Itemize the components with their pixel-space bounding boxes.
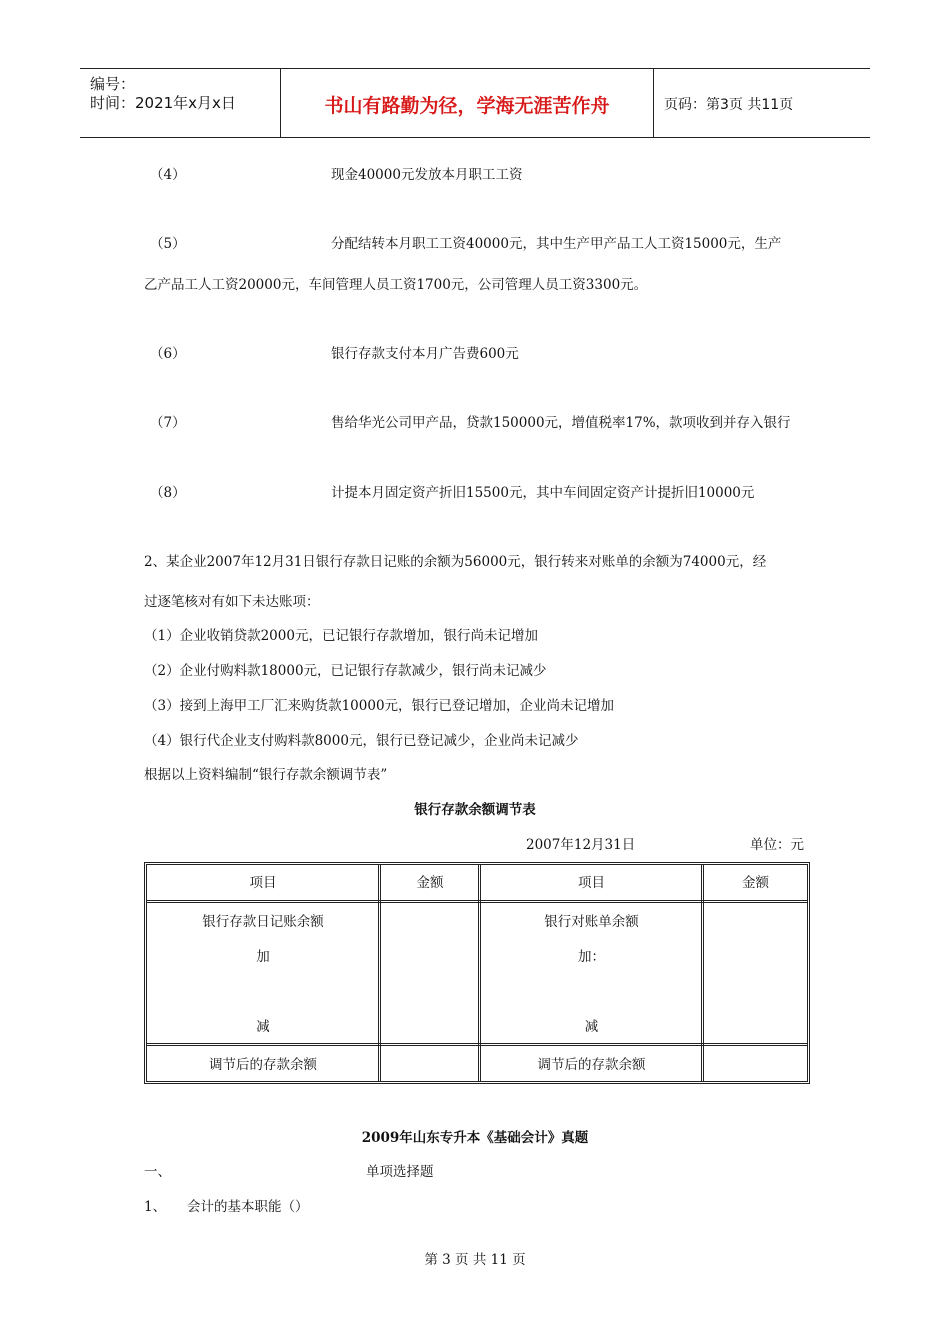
unreconciled-item: （4）银行代企业支付购料款8000元，银行已登记减少，企业尚未记减少 <box>144 733 579 749</box>
exam-title: 2009年山东专升本《基础会计》真题 <box>361 1130 589 1146</box>
table-footer-label: 调节后的存款余额 <box>209 1057 317 1073</box>
entry-text: 计提本月固定资产折旧15500元，其中车间固定资产计提折旧10000元 <box>331 485 755 501</box>
table-row-label: 加： <box>578 949 605 965</box>
question-number: 1、 <box>144 1199 167 1215</box>
table-date: 2007年12月31日 <box>526 837 636 853</box>
header-page-cell <box>654 69 870 137</box>
table-header-item: 项目 <box>578 875 605 891</box>
entry-number: （4） <box>150 167 186 183</box>
reconciliation-table <box>144 862 810 1084</box>
page-header <box>80 68 870 138</box>
table-title: 银行存款余额调节表 <box>414 802 536 818</box>
table-unit: 单位：元 <box>750 837 804 853</box>
table-header-amount: 金额 <box>742 875 769 891</box>
question-intro: 2、某企业2007年12月31日银行存款日记账的余额为56000元，银行转来对账单的余额为74000元，经 <box>144 554 767 570</box>
section-title: 单项选择题 <box>366 1164 434 1180</box>
unreconciled-item: （3）接到上海甲工厂汇来购货款10000元，银行已登记增加，企业尚未记增加 <box>144 698 615 714</box>
table-row-label: 银行对账单余额 <box>544 914 639 930</box>
entry-text-continued: 乙产品工人工资20000元，车间管理人员工资1700元，公司管理人员工资3300元。 <box>144 277 648 293</box>
table-footer-label: 调节后的存款余额 <box>537 1057 646 1073</box>
question-instruction: 根据以上资料编制“银行存款余额调节表” <box>144 767 388 783</box>
table-row-label: 减 <box>256 1019 270 1035</box>
entry-text: 银行存款支付本月广告费600元 <box>331 346 519 362</box>
entry-text: 售给华光公司甲产品，贷款150000元，增值税率17%，款项收到并存入银行 <box>331 415 791 431</box>
question-text: 会计的基本职能（） <box>187 1199 309 1215</box>
document-number-label: 编号： <box>90 75 136 93</box>
entry-number: （6） <box>150 346 186 362</box>
entry-number: （7） <box>150 415 186 431</box>
section-number: 一、 <box>144 1164 171 1180</box>
table-header-amount: 金额 <box>416 875 444 891</box>
header-meta-cell <box>80 69 281 137</box>
unreconciled-item: （2）企业付购料款18000元，已记银行存款减少，银行尚未记减少 <box>144 663 547 679</box>
entry-text: 分配结转本月职工工资40000元，其中生产甲产品工人工资15000元，生产 <box>331 236 782 252</box>
table-row-label: 减 <box>584 1019 599 1035</box>
entry-text: 现金40000元发放本月职工工资 <box>331 167 523 183</box>
motto-text: 书山有路勤为径，学海无涯苦作舟 <box>324 95 610 117</box>
question-intro-continued: 过逐笔核对有如下未达账项： <box>144 594 320 610</box>
document-date-label: 时间：2021年x月x日 <box>90 94 236 112</box>
unreconciled-item: （1）企业收销贷款2000元，已记银行存款增加，银行尚未记增加 <box>144 628 538 644</box>
table-row-label: 加 <box>256 949 270 965</box>
table-row-label: 银行存款日记账余额 <box>202 914 324 930</box>
entry-number: （8） <box>150 485 186 501</box>
header-motto-cell <box>281 69 654 137</box>
header-page-label: 页码：第3页 共11页 <box>664 97 794 113</box>
entry-number: （5） <box>150 236 186 252</box>
page-footer: 第 3 页 共 11 页 <box>424 1252 526 1268</box>
table-header-item: 项目 <box>249 875 277 891</box>
